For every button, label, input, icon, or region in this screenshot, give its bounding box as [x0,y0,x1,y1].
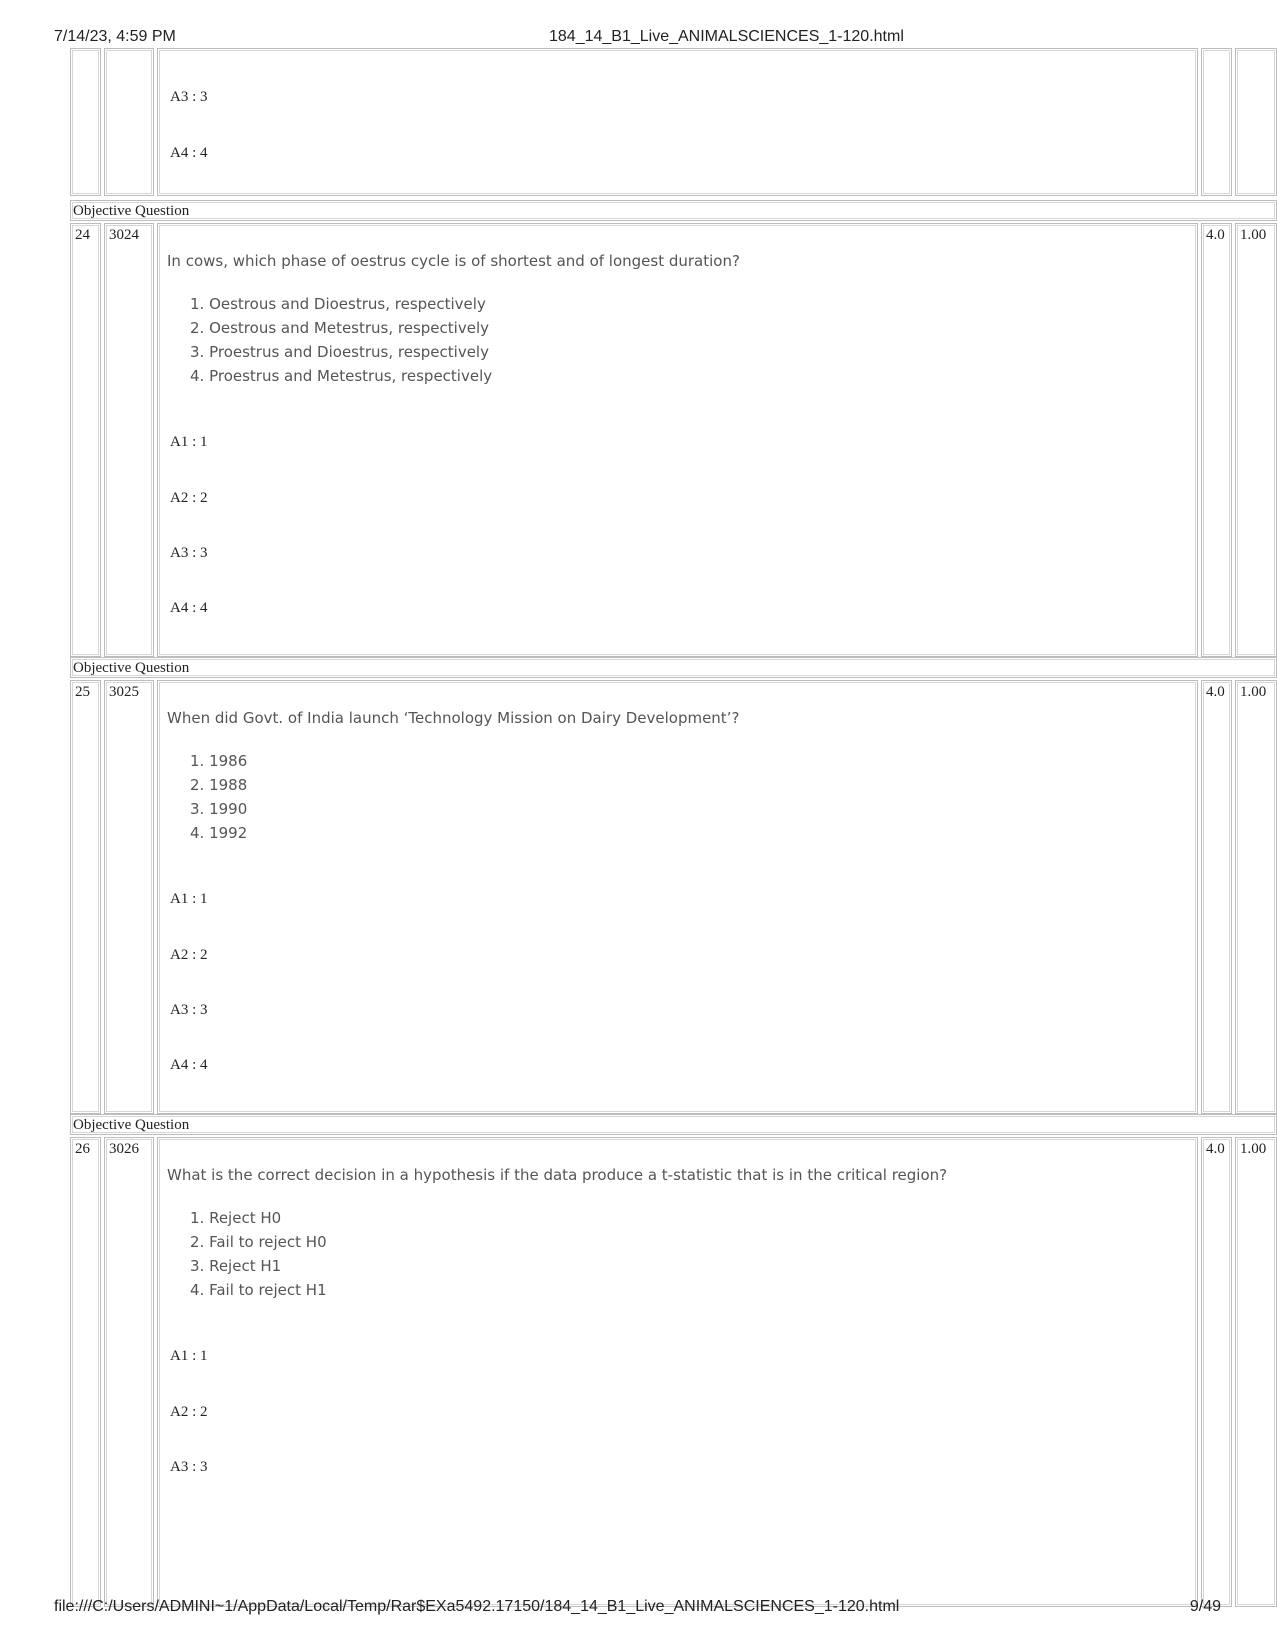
option-item: 3. Reject H1 [190,1257,282,1275]
question-type-row [70,1114,1277,1135]
sno-cell [70,1137,101,1607]
question-type-row [70,200,1277,221]
option-list [190,1206,327,1302]
question-type-label: Objective Question [73,203,190,219]
option-item: 1. Reject H0 [190,1209,282,1227]
negative-marks-cell [1235,223,1277,657]
answer-option: A2 : 2 [170,1404,208,1420]
question-text: When did Govt. of India launch ‘Technology Mission on Dairy Development’? [167,709,740,727]
option-item: 4. Fail to reject H1 [190,1281,327,1299]
option-item: 4. 1992 [190,824,248,842]
answer-option: A4 : 4 [170,1057,208,1073]
option-item: 3. Proestrus and Dioestrus, respectively [190,343,489,361]
option-list [190,292,492,388]
answer-option: A4 : 4 [170,145,208,161]
document-title: 184_14_B1_Live_ANIMALSCIENCES_1-120.html [549,28,904,45]
option-item: 1. 1986 [190,752,248,770]
marks-cell [1201,1137,1232,1607]
answer-option: A3 : 3 [170,1002,208,1018]
qid-cell [104,223,154,657]
question-cell [157,680,1198,1114]
page-number: 9/49 [1189,1598,1221,1615]
print-datetime: 7/14/23, 4:59 PM [54,28,176,45]
question-row [70,680,1267,1114]
marks-cell [1201,680,1232,1114]
option-item: 2. Fail to reject H0 [190,1233,327,1251]
question-id: 3025 [109,684,139,700]
question-text: In cows, which phase of oestrus cycle is of shortest and of longest duration? [167,252,740,270]
answer-option: A4 : 4 [170,600,208,616]
qid-cell [104,48,154,196]
option-list [190,749,247,845]
file-path: file:///C:/Users/ADMINI~1/AppData/Local/Temp/Rar$EXa5492.17150/184_14_B1_Live_ANIMALSCIENCES_1-120.html [54,1598,900,1615]
answer-option: A1 : 1 [170,434,208,450]
question-table [70,58,1267,1593]
qid-cell [104,680,154,1114]
option-item: 2. 1988 [190,776,248,794]
question-row [70,223,1267,657]
option-item: 3. 1990 [190,800,248,818]
sno-cell [70,680,101,1114]
option-item: 2. Oestrous and Metestrus, respectively [190,319,489,337]
marks-cell [1201,48,1232,196]
negative-marks-cell [1235,48,1277,196]
marks-value: 4.0 [1206,684,1225,700]
marks-value: 4.0 [1206,227,1225,243]
option-item: 1. Oestrous and Dioestrus, respectively [190,295,486,313]
question-text: What is the correct decision in a hypothesis if the data produce a t-statistic that is in the critical region? [167,1166,948,1184]
answer-option: A1 : 1 [170,1348,208,1364]
question-type-label: Objective Question [73,1117,190,1133]
question-type-label: Objective Question [73,660,190,676]
marks-value: 4.0 [1206,1141,1225,1157]
negative-marks-cell [1235,680,1277,1114]
answer-option: A3 : 3 [170,89,208,105]
question-serial: 24 [75,227,90,243]
question-cell [157,1137,1198,1607]
answer-option: A2 : 2 [170,947,208,963]
negative-marks-cell [1235,1137,1277,1607]
answer-option: A3 : 3 [170,545,208,561]
answer-option: A2 : 2 [170,490,208,506]
negative-marks-value: 1.00 [1240,1141,1267,1157]
sno-cell [70,223,101,657]
answer-option: A1 : 1 [170,891,208,907]
negative-marks-value: 1.00 [1240,227,1267,243]
negative-marks-value: 1.00 [1240,684,1267,700]
question-type-row [70,657,1277,678]
question-serial: 25 [75,684,90,700]
question-id: 3026 [109,1141,139,1157]
question-serial: 26 [75,1141,90,1157]
print-footer [0,1598,1275,1628]
marks-cell [1201,223,1232,657]
qid-cell [104,1137,154,1607]
sno-cell [70,48,101,196]
option-item: 4. Proestrus and Metestrus, respectively [190,367,493,385]
question-cell [157,223,1198,657]
previous-question-tail [70,48,1204,196]
question-id: 3024 [109,227,139,243]
question-cell [157,48,1198,196]
answer-option: A3 : 3 [170,1459,208,1475]
